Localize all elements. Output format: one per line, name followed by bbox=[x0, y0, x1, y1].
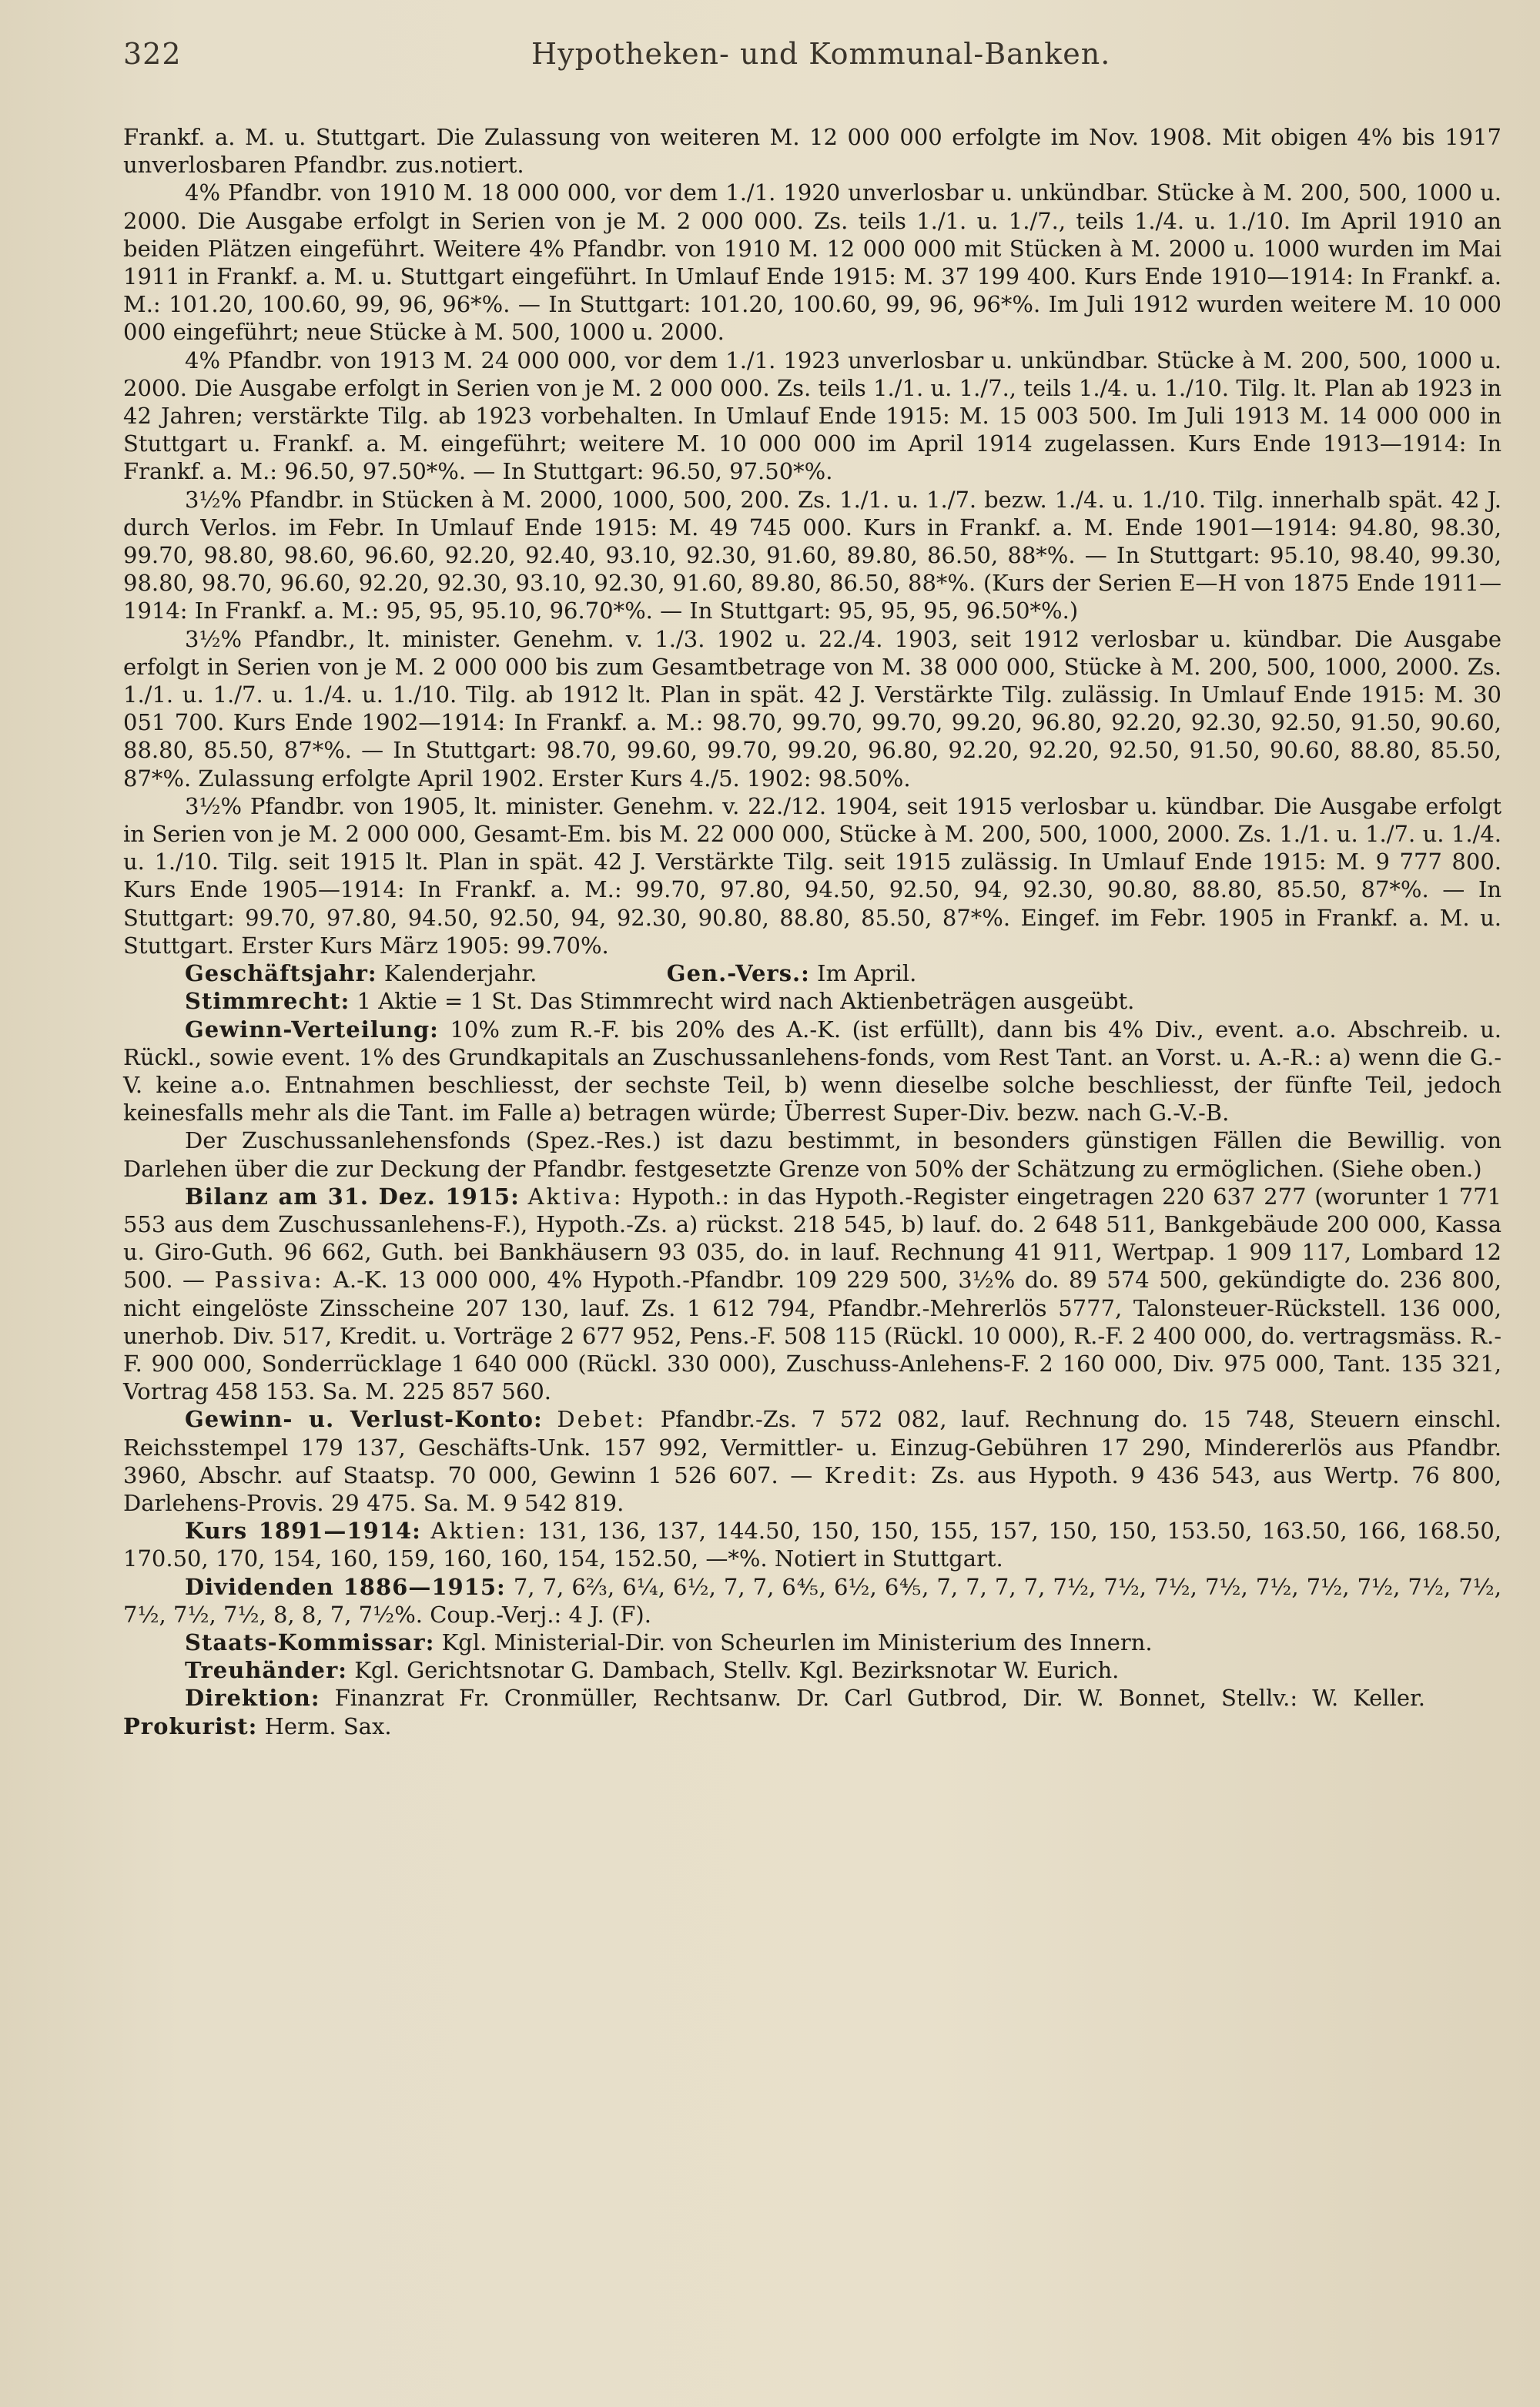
kredit-value: Zs. aus Hypoth. 9 436 543, aus Wertp. 76 800, Darlehens-Provis. 29 475. Sa. M. 9 542 819. bbox=[123, 1461, 1502, 1516]
prokurist-value: Herm. Sax. bbox=[264, 1712, 392, 1739]
aktiva-label: Aktiva: bbox=[527, 1183, 624, 1210]
paragraph-pfandbr-3-5-1905: 3½% Pfandbr. von 1905, lt. minister. Genehm. v. 22./12. 1904, seit 1915 verlosbar u. kündbar. Die Ausgabe erfolgt in Serien von je M. 2 000 000, Gesamt-Em. bis M. 22 000 000, Stücke à M. 200, 500, 1000, 2000. Zs. 1./1. u. 1./7. u. 1./4. u. 1./10. Tilg. seit 1915 lt. Plan in spät. 42 J. Verstärkte Tilg. seit 1915 zulässig. In Umlauf Ende 1915: M. 9 777 800. Kurs Ende 1905—1914: In Frankf. a. M.: 99.70, 97.80, 94.50, 92.50, 94, 92.30, 90.80, 88.80, 85.50, 87*%. — In Stuttgart: 99.70, 97.80, 94.50, 92.50, 94, 92.30, 90.80, 88.80, 85.50, 87*%. Eingef. im Febr. 1905 in Frankf. a. M. u. Stuttgart. Erster Kurs März 1905: 99.70%. bbox=[123, 792, 1502, 959]
body-text bbox=[123, 123, 1502, 1740]
dividenden-value: 7, 7, 6⅔, 6¼, 6½, 7, 7, 6⅘, 6½, 6⅘, 7, 7, 7, 7, 7½, 7½, 7½, 7½, 7½, 7½, 7½, 7½, 7½, 7½, 7½, 7½, 8, 8, 7, 7½%. Coup.-Verj.: 4 J. (F). bbox=[123, 1573, 1502, 1628]
geschaeftsjahr-label: Geschäftsjahr: bbox=[185, 960, 377, 987]
kurs-label: Kurs 1891—1914: bbox=[185, 1518, 421, 1545]
staats-kommissar-line bbox=[123, 1629, 1502, 1656]
gewinn-verlust-label: Gewinn- u. Verlust-Konto: bbox=[185, 1406, 543, 1433]
gewinn-verteilung-label: Gewinn-Verteilung: bbox=[185, 1016, 439, 1043]
kredit-label: Kredit: bbox=[824, 1461, 919, 1488]
bilanz-paragraph bbox=[123, 1183, 1502, 1406]
gewinn-verteilung-paragraph bbox=[123, 1016, 1502, 1127]
kurs-paragraph bbox=[123, 1517, 1502, 1572]
page-header bbox=[123, 31, 1509, 85]
treuhaender-line bbox=[123, 1656, 1502, 1684]
gewinn-verteilung-value: 10% zum R.-F. bis 20% des A.-K. (ist erfüllt), dann bis 4% Div., event. a.o. Abschreib. u. Rückl., sowie event. 1% des Grundkapitals an Zuschussanlehens-fonds, vom Rest Tant. an Vorst. u. A.-R.: a) wenn die G.-V. keine a.o. Entnahmen beschliesst, der sechste Teil, b) wenn dieselbe solche beschliesst, der fünfte Teil, jedoch keinesfalls mehr als die Tant. im Falle a) betragen würde; Überrest Super-Div. bezw. nach G.-V.-B. bbox=[123, 1016, 1502, 1127]
stimmrecht-line bbox=[123, 987, 1502, 1015]
stimmrecht-value: 1 Aktie = 1 St. Das Stimmrecht wird nach Aktienbeträgen ausgeübt. bbox=[357, 988, 1135, 1015]
aktiva-value: Hypoth.: in das Hypoth.-Register eingetragen 220 637 277 (worunter 1 771 553 aus dem Zuschussanlehens-F.), Hypoth.-Zs. a) rückst. 218 545, b) lauf. do. 2 648 511, Bankgebäude 200 000, Kassa u. Giro-Guth. 96 662, Guth. bei Bankhäusern 93 035, do. in lauf. Rechnung 41 911, Wertpap. 1 909 117, Lombard 12 500. — bbox=[123, 1183, 1502, 1294]
dividenden-paragraph bbox=[123, 1573, 1502, 1629]
passiva-label: Passiva: bbox=[214, 1267, 324, 1294]
aktien-label: Aktien: bbox=[430, 1518, 528, 1545]
treuhaender-label: Treuhänder: bbox=[185, 1657, 347, 1684]
direktion-line bbox=[123, 1684, 1502, 1739]
zuschuss-paragraph: Der Zuschussanlehensfonds (Spez.-Res.) ist dazu bestimmt, in besonders günstigen Fällen die Bewillig. von Darlehen über die zur Deckung der Pfandbr. festgesetzte Grenze von 50% der Schätzung zu ermöglichen. (Siehe oben.) bbox=[123, 1127, 1502, 1182]
gen-vers-label: Gen.-Vers.: bbox=[666, 960, 810, 987]
running-title: Hypotheken- und Kommunal-Banken. bbox=[531, 37, 1111, 71]
prokurist-label: Prokurist: bbox=[123, 1712, 258, 1739]
paragraph-continuation: Frankf. a. M. u. Stuttgart. Die Zulassung von weiteren M. 12 000 000 erfolgte im Nov. 1908. Mit obigen 4% bis 1917 unverlosbaren Pfandbr. zus.notiert. bbox=[123, 124, 1502, 179]
paragraph-pfandbr-1913: 4% Pfandbr. von 1913 M. 24 000 000, vor dem 1./1. 1923 unverlosbar u. unkündbar. Stücke à M. 200, 500, 1000 u. 2000. Die Ausgabe erfolgt in Serien von je M. 2 000 000. Zs. teils 1./1. u. 1./7., teils 1./4. u. 1./10. Tilg. lt. Plan ab 1923 in 42 Jahren; verstärkte Tilg. ab 1923 vorbehalten. In Umlauf Ende 1915: M. 15 003 500. Im Juli 1913 M. 14 000 000 in Stuttgart u. Frankf. a. M. eingeführt; weitere M. 10 000 000 im April 1914 zugelassen. Kurs Ende 1913—1914: In Frankf. a. M.: 96.50, 97.50*%. — In Stuttgart: 96.50, 97.50*%. bbox=[123, 346, 1502, 485]
treuhaender-value: Kgl. Gerichtsnotar G. Dambach, Stellv. Kgl. Bezirksnotar W. Eurich. bbox=[354, 1657, 1120, 1684]
page-number: 322 bbox=[123, 37, 182, 71]
direktion-label: Direktion: bbox=[185, 1685, 320, 1712]
direktion-value: Finanzrat Fr. Cronmüller, Rechtsanw. Dr. Carl Gutbrod, Dir. W. Bonnet, Stellv.: W. Keller. bbox=[334, 1685, 1425, 1712]
paragraph-pfandbr-3-5-b: 3½% Pfandbr., lt. minister. Genehm. v. 1./3. 1902 u. 22./4. 1903, seit 1912 verlosbar u. kündbar. Die Ausgabe erfolgt in Serien von je M. 2 000 000 bis zum Gesamtbetrage von M. 38 000 000, Stücke à M. 200, 500, 1000, 2000. Zs. 1./1. u. 1./7. u. 1./4. u. 1./10. Tilg. ab 1912 lt. Plan in spät. 42 J. Verstärkte Tilg. zulässig. In Umlauf Ende 1915: M. 30 051 700. Kurs Ende 1902—1914: In Frankf. a. M.: 98.70, 99.70, 99.70, 99.20, 96.80, 92.20, 92.30, 92.50, 91.50, 90.60, 88.80, 85.50, 87*%. — In Stuttgart: 98.70, 99.60, 99.70, 99.20, 96.80, 92.20, 92.20, 92.50, 91.50, 90.60, 88.80, 85.50, 87*%. Zulassung erfolgte April 1902. Erster Kurs 4./5. 1902: 98.50%. bbox=[123, 625, 1502, 792]
paragraph-pfandbr-1910: 4% Pfandbr. von 1910 M. 18 000 000, vor dem 1./1. 1920 unverlosbar u. unkündbar. Stücke à M. 200, 500, 1000 u. 2000. Die Ausgabe erfolgt in Serien von je M. 2 000 000. Zs. teils 1./1. u. 1./7., teils 1./4. u. 1./10. Im April 1910 an beiden Plätzen eingeführt. Weitere 4% Pfandbr. von 1910 M. 12 000 000 mit Stücken à M. 2000 u. 1000 wurden im Mai 1911 in Frankf. a. M. u. Stuttgart eingeführt. In Umlauf Ende 1915: M. 37 199 400. Kurs Ende 1910—1914: In Frankf. a. M.: 101.20, 100.60, 99, 96, 96*%. — In Stuttgart: 101.20, 100.60, 99, 96, 96*%. Im Juli 1912 wurden weitere M. 10 000 000 eingeführt; neue Stücke à M. 500, 1000 u. 2000. bbox=[123, 179, 1502, 346]
geschaeftsjahr-line bbox=[123, 959, 1502, 987]
dividenden-label: Dividenden 1886—1915: bbox=[185, 1573, 506, 1600]
kurs-value: 131, 136, 137, 144.50, 150, 150, 155, 157, 150, 150, 153.50, 163.50, 166, 168.50, 170.50, 170, 154, 160, 159, 160, 160, 154, 152.50, —*%. Notiert in Stuttgart. bbox=[123, 1518, 1502, 1572]
staats-kommissar-label: Staats-Kommissar: bbox=[185, 1629, 435, 1655]
debet-value: Pfandbr.-Zs. 7 572 082, lauf. Rechnung do. 15 748, Steuern einschl. Reichsstempel 179 137, Geschäfts-Unk. 157 992, Vermittler- u. Einzug-Gebühren 17 290, Mindererlös aus Pfandbr. 3960, Abschr. auf Staatsp. 70 000, Gewinn 1 526 607. — bbox=[123, 1406, 1502, 1488]
geschaeftsjahr-value: Kalenderjahr. bbox=[383, 960, 537, 987]
paragraph-pfandbr-3-5-a: 3½% Pfandbr. in Stücken à M. 2000, 1000, 500, 200. Zs. 1./1. u. 1./7. bezw. 1./4. u. 1./10. Tilg. innerhalb spät. 42 J. durch Verlos. im Febr. In Umlauf Ende 1915: M. 49 745 000. Kurs in Frankf. a. M. Ende 1901—1914: 94.80, 98.30, 99.70, 98.80, 98.60, 96.60, 92.20, 92.40, 93.10, 92.30, 91.60, 89.80, 86.50, 88*%. — In Stuttgart: 95.10, 98.40, 99.30, 98.80, 98.70, 96.60, 92.20, 92.30, 93.10, 92.30, 91.60, 89.80, 86.50, 88*%. (Kurs der Serien E—H von 1875 Ende 1911—1914: In Frankf. a. M.: 95, 95, 95.10, 96.70*%. — In Stuttgart: 95, 95, 95, 96.50*%.) bbox=[123, 486, 1502, 624]
passiva-value: A.-K. 13 000 000, 4% Hypoth.-Pfandbr. 109 229 500, 3½% do. 89 574 500, gekündigte do. 236 800, nicht eingelöste Zinsscheine 207 130, lauf. Zs. 1 612 794, Pfandbr.-Mehrerlös 5777, Talonsteuer-Rückstell. 136 000, unerhob. Div. 517, Kredit. u. Vorträge 2 677 952, Pens.-F. 508 115 (Rückl. 10 000), R.-F. 2 400 000, do. vertragsmäss. R.-F. 900 000, Sonderrücklage 1 640 000 (Rückl. 330 000), Zuschuss-Anlehens-F. 2 160 000, Div. 975 000, Tant. 135 321, Vortrag 458 153. Sa. M. 225 857 560. bbox=[123, 1267, 1502, 1405]
bilanz-label: Bilanz am 31. Dez. 1915: bbox=[185, 1183, 520, 1210]
debet-label: Debet: bbox=[557, 1406, 646, 1433]
gewinn-verlust-paragraph bbox=[123, 1405, 1502, 1517]
staats-kommissar-value: Kgl. Ministerial-Dir. von Scheurlen im Ministerium des Innern. bbox=[441, 1629, 1153, 1655]
gen-vers-value: Im April. bbox=[817, 960, 917, 987]
stimmrecht-label: Stimmrecht: bbox=[185, 988, 350, 1015]
